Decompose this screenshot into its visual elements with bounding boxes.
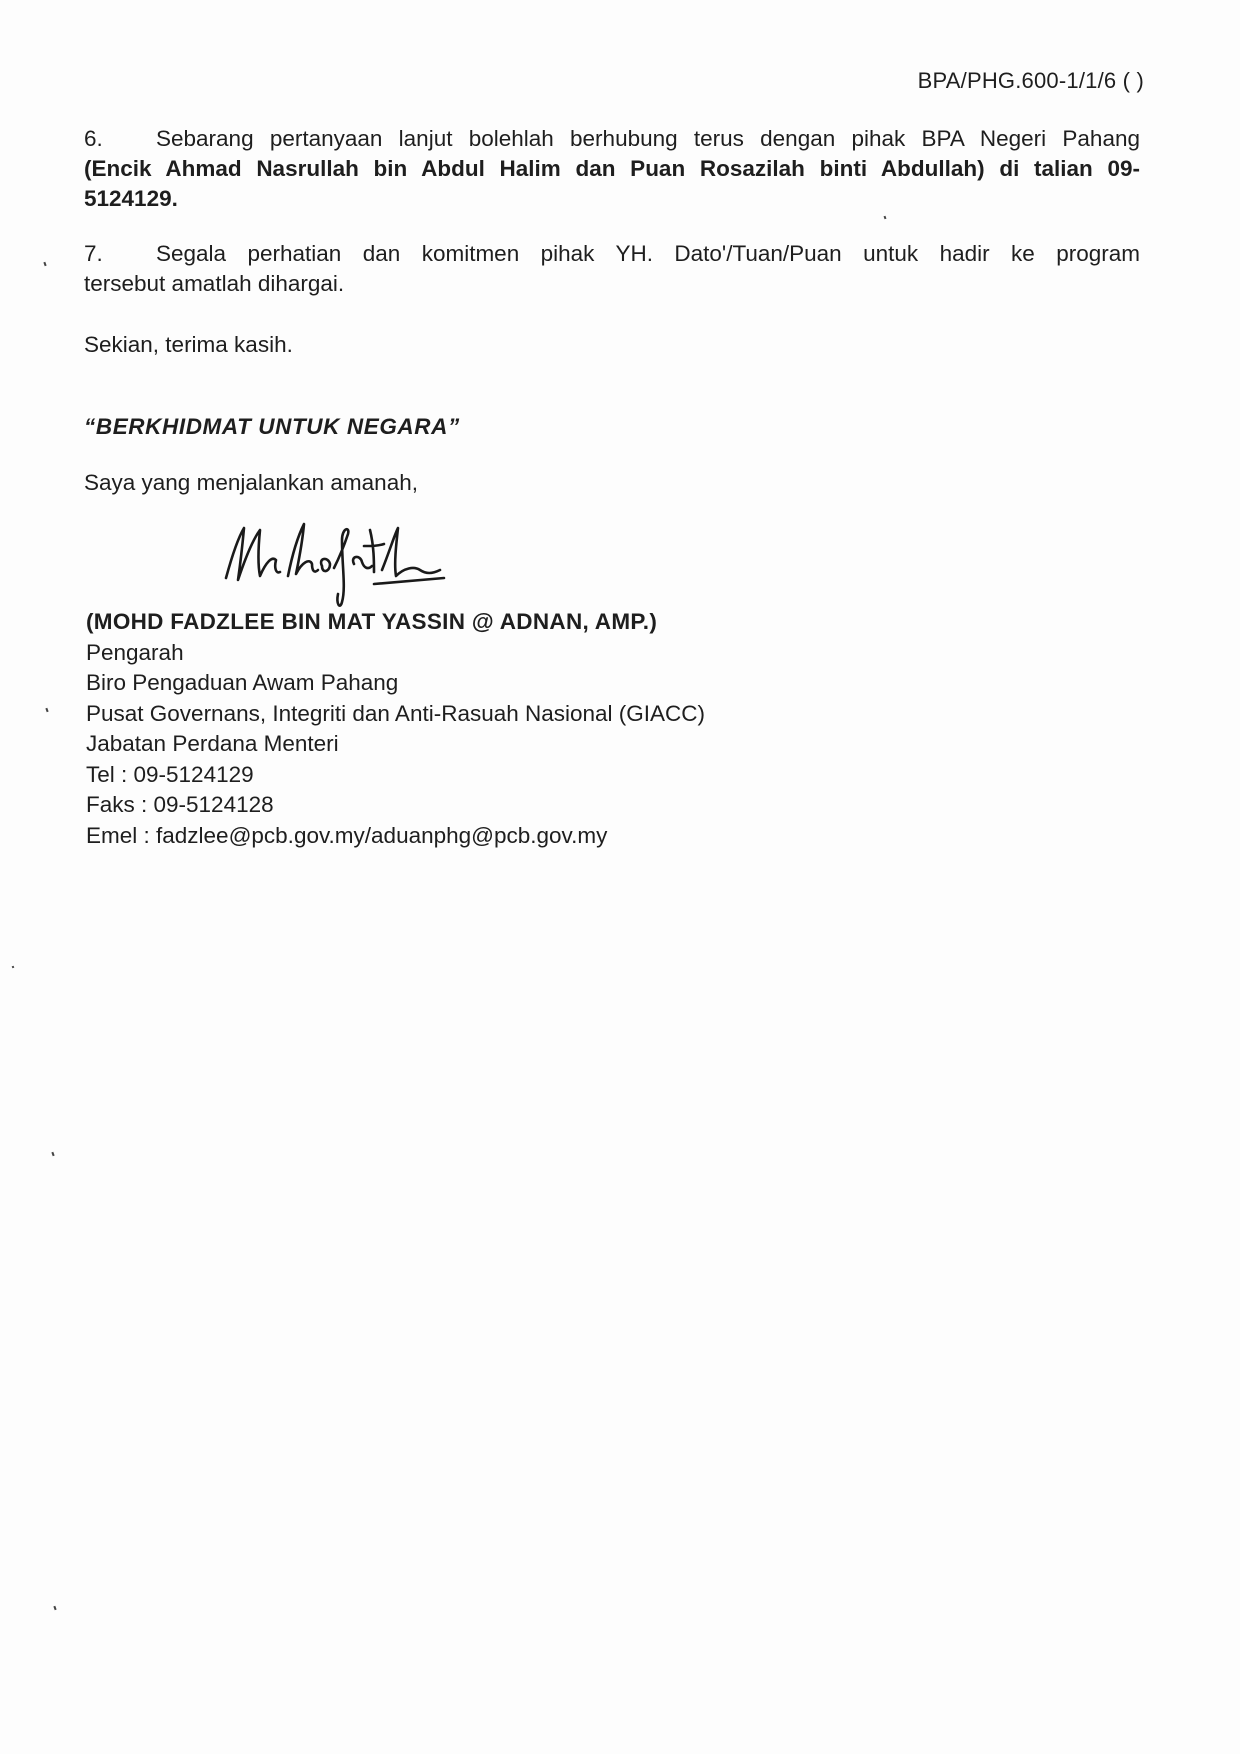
closing-trust-line: Saya yang menjalankan amanah, xyxy=(84,470,418,495)
signatory-centre: Pusat Governans, Integriti dan Anti-Rasuah Nasional (GIACC) xyxy=(86,700,706,726)
reference-number: BPA/PHG.600-1/1/6 ( ) xyxy=(917,68,1144,93)
paragraph-6-phone: 5124129. xyxy=(84,186,178,211)
paragraph-6 xyxy=(84,124,1140,214)
paragraph-6-number: 6. xyxy=(84,126,103,151)
closing-thanks: Sekian, terima kasih. xyxy=(84,332,293,357)
paragraph-7-line-1 xyxy=(84,239,1140,269)
scan-speck xyxy=(884,216,887,220)
paragraph-6-line-1 xyxy=(84,124,1140,154)
scan-speck xyxy=(43,262,46,266)
signatory-fax: Faks : 09-5124128 xyxy=(86,792,274,817)
paragraph-7 xyxy=(84,239,1140,299)
signatory-title: Pengarah xyxy=(86,639,184,665)
paragraph-7-line-2: tersebut amatlah dihargai. xyxy=(84,271,345,296)
scan-speck xyxy=(51,1152,54,1156)
signatory-phone: Tel : 09-5124129 xyxy=(86,761,254,787)
closing-motto: “BERKHIDMAT UNTUK NEGARA” xyxy=(84,414,460,439)
signatory-bureau: Biro Pengaduan Awam Pahang xyxy=(86,670,399,695)
paragraph-6-text: Sebarang pertanyaan lanjut bolehlah berhubung terus dengan pihak BPA Negeri Pahang xyxy=(156,126,1140,151)
signatory-department: Jabatan Perdana Menteri xyxy=(86,731,339,756)
scan-speck xyxy=(45,708,48,712)
paragraph-7-number: 7. xyxy=(84,241,103,266)
scan-speck xyxy=(53,1606,56,1610)
scan-speck xyxy=(12,966,15,969)
signatory-block xyxy=(86,607,705,851)
signatory-email: Emel : fadzlee@pcb.gov.my/aduanphg@pcb.gov.my xyxy=(86,822,608,848)
paragraph-6-contact: (Encik Ahmad Nasrullah bin Abdul Halim dan Puan Rosazilah binti Abdullah) di talian 09- xyxy=(84,156,1140,181)
paragraph-7-text: Segala perhatian dan komitmen pihak YH. Dato'/Tuan/Puan untuk hadir ke program xyxy=(156,241,1140,266)
signatory-name: (MOHD FADZLEE BIN MAT YASSIN @ ADNAN, AMP.) xyxy=(86,609,658,634)
